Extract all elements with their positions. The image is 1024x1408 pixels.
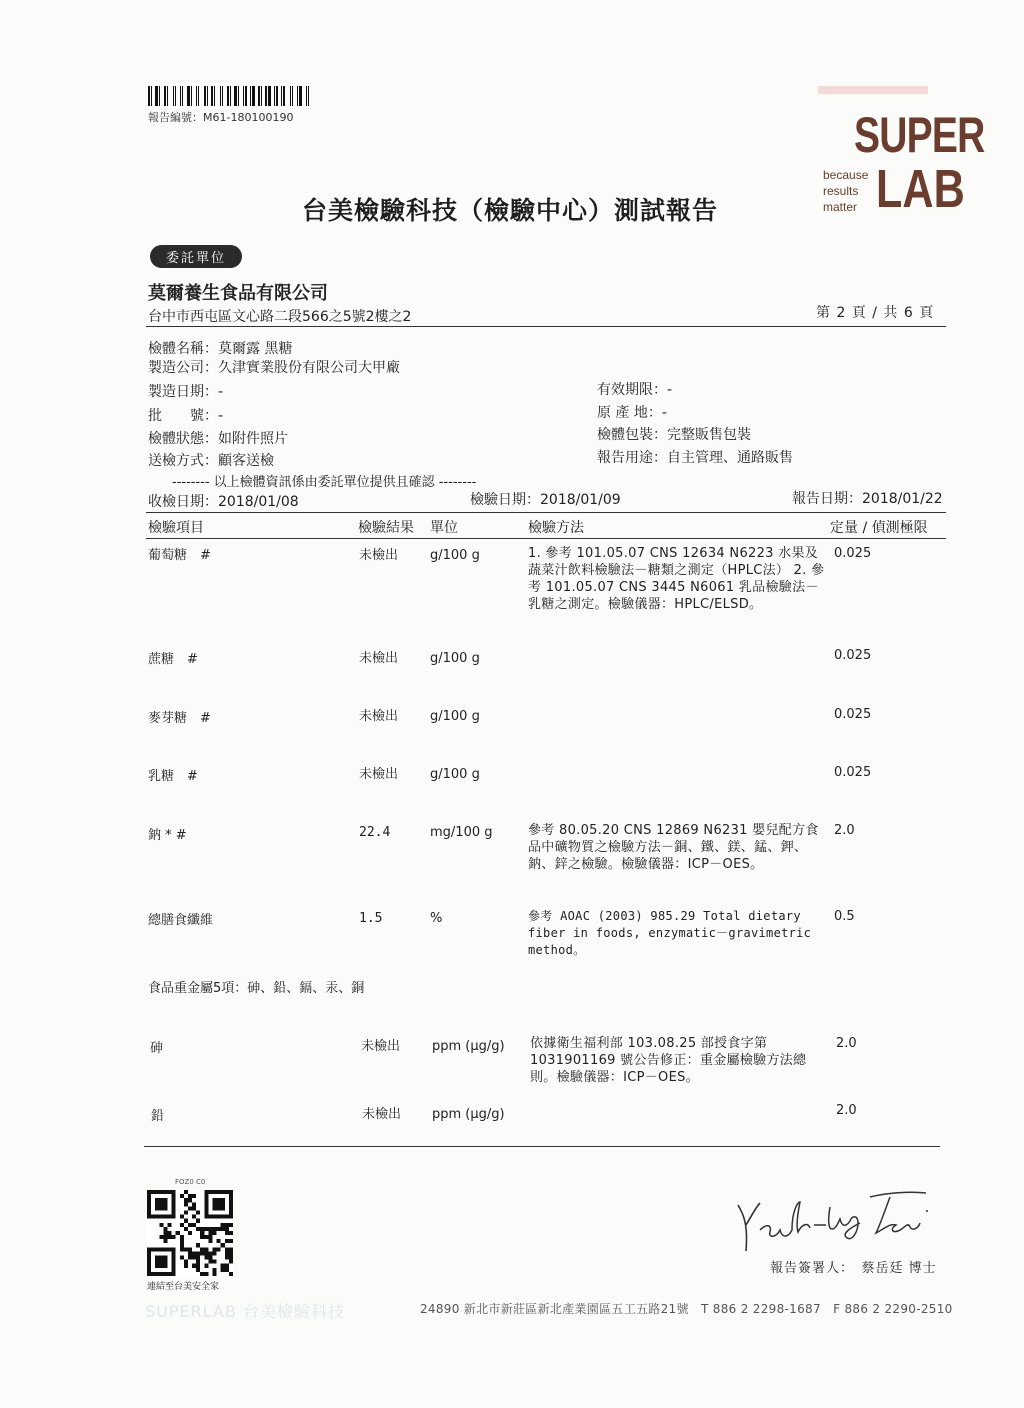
report-date: 報告日期：2018/01/22 — [792, 491, 943, 507]
table-row-limit: 2.0 — [834, 823, 855, 838]
header-limit: 定量 / 偵測極限 — [830, 520, 928, 536]
table-row-limit: 2.0 — [836, 1036, 857, 1051]
table-row-result: 1.5 — [359, 911, 383, 926]
divider — [146, 326, 946, 327]
signer: 報告簽署人： 蔡岳廷 博士 — [770, 1261, 937, 1276]
sample-delivery: 送檢方式：顧客送檢 — [148, 453, 274, 469]
sample-purpose: 報告用途：自主管理、通路販售 — [597, 450, 793, 466]
table-row-method: 依據衛生福利部 103.08.25 部授食字第1031901169 號公告修正：重金屬檢驗方法總則。檢驗儀器：ICP－OES。 — [530, 1036, 807, 1085]
sample-packaging: 檢體包裝：完整販售包裝 — [597, 427, 751, 443]
qr-label: 連結至台美安全家 — [147, 1282, 220, 1292]
header-item: 檢驗項目 — [148, 520, 204, 536]
barcode — [148, 86, 328, 106]
header-unit: 單位 — [430, 520, 458, 536]
client-name: 莫爾養生食品有限公司 — [148, 283, 328, 304]
divider — [146, 512, 946, 513]
footer-address: 24890 新北市新莊區新北產業園區五工五路21號 T 886 2 2298-1687 F 886 2 2290-2510 — [420, 1302, 953, 1316]
logo-tagline: because results matter — [823, 168, 869, 214]
table-row-item: 砷 — [150, 1041, 164, 1056]
table-row-unit: mg/100 g — [430, 825, 493, 840]
table-row-result: 未檢出 — [361, 1039, 401, 1054]
table-row-limit: 0.025 — [834, 546, 872, 561]
sample-origin: 原 產 地：- — [597, 405, 667, 421]
table-row-item: 總膳食纖維 — [148, 913, 214, 928]
table-row-result: 未檢出 — [359, 767, 399, 782]
logo-super: SUPER — [854, 107, 985, 163]
sample-mfg-date: 製造日期：- — [148, 384, 224, 400]
divider — [146, 538, 946, 539]
table-group-heading: 食品重金屬5項：砷、鉛、鎘、汞、銅 — [148, 981, 365, 996]
table-row-item: 蔗糖 # — [148, 652, 198, 667]
table-row-result: 未檢出 — [359, 651, 399, 666]
report-number: 報告編號：M61-180100190 — [148, 111, 294, 124]
table-row-unit: g/100 g — [430, 767, 480, 782]
qr-code-icon[interactable] — [147, 1190, 233, 1276]
tested-date: 檢驗日期：2018/01/09 — [470, 492, 621, 508]
sample-expiry: 有效期限：- — [597, 382, 673, 398]
table-row-unit: g/100 g — [430, 548, 480, 563]
header-result: 檢驗結果 — [358, 520, 414, 536]
client-address: 台中市西屯區文心路二段566之5號2樓之2 — [148, 309, 412, 325]
table-row-unit: ppm (μg/g) — [432, 1039, 505, 1054]
report-title: 台美檢驗科技（檢驗中心）測試報告 — [302, 196, 719, 225]
header-method: 檢驗方法 — [528, 520, 584, 536]
superlab-logo — [818, 107, 985, 225]
sample-manufacturer: 製造公司：久津實業股份有限公司大甲廠 — [148, 360, 400, 376]
table-row-unit: g/100 g — [430, 709, 480, 724]
sample-info-note: -------- 以上檢體資訊係由委託單位提供且確認 -------- — [172, 475, 477, 490]
sample-name: 檢體名稱：莫爾露 黑糖 — [148, 341, 293, 357]
table-row-limit: 0.025 — [834, 648, 872, 663]
table-row-method: 參考 80.05.20 CNS 12869 N6231 嬰兒配方食品中礦物質之檢驗方法－銅、鐵、鎂、錳、鉀、鈉、鋅之檢驗。檢驗儀器：ICP－OES。 — [528, 823, 819, 872]
table-row-item: 麥芽糖 # — [148, 711, 211, 726]
page-number: 第 2 頁 / 共 6 頁 — [816, 305, 935, 321]
table-row-method: 1. 參考 101.05.07 CNS 12634 N6223 水果及蔬菜汁飲料檢驗法－糖類之測定（HPLC法） 2. 參考 101.05.07 CNS 3445 N6061 乳品檢驗法－乳糖之測定。檢驗儀器：HPLC/ELSD。 — [528, 546, 825, 612]
footer-watermark: SUPERLAB 台美檢驗科技 — [145, 1302, 346, 1321]
table-row-method: 參考 AOAC (2003) 985.29 Total dietary fiber in foods, enzymatic－gravimetric method。 — [528, 909, 812, 957]
table-row-result: 未檢出 — [359, 709, 399, 724]
received-date: 收檢日期：2018/01/08 — [148, 494, 299, 510]
table-row-limit: 2.0 — [836, 1103, 857, 1118]
divider — [144, 1146, 940, 1147]
table-row-item: 乳糖 # — [148, 769, 198, 784]
table-row-item: 葡萄糖 # — [148, 548, 211, 563]
qr-caption-top: FOZ0 C0 — [175, 1178, 206, 1186]
table-row-unit: g/100 g — [430, 651, 480, 666]
signature — [730, 1185, 940, 1260]
table-row-item: 鈉 * # — [148, 828, 187, 843]
table-row-result: 未檢出 — [362, 1107, 402, 1122]
table-row-limit: 0.5 — [834, 909, 855, 924]
client-label-badge: 委託單位 — [150, 245, 242, 268]
table-row-limit: 0.025 — [834, 707, 872, 722]
table-row-limit: 0.025 — [834, 765, 872, 780]
sample-batch: 批 號：- — [148, 408, 224, 424]
table-row-unit: ppm (μg/g) — [432, 1107, 505, 1122]
table-row-unit: % — [430, 911, 443, 926]
table-row-result: 22.4 — [359, 825, 391, 840]
logo-lab: LAB — [876, 159, 965, 219]
sample-state: 檢體狀態：如附件照片 — [148, 431, 288, 447]
table-row-result: 未檢出 — [359, 548, 399, 563]
logo-accent — [818, 86, 928, 94]
table-row-item: 鉛 — [151, 1109, 165, 1124]
